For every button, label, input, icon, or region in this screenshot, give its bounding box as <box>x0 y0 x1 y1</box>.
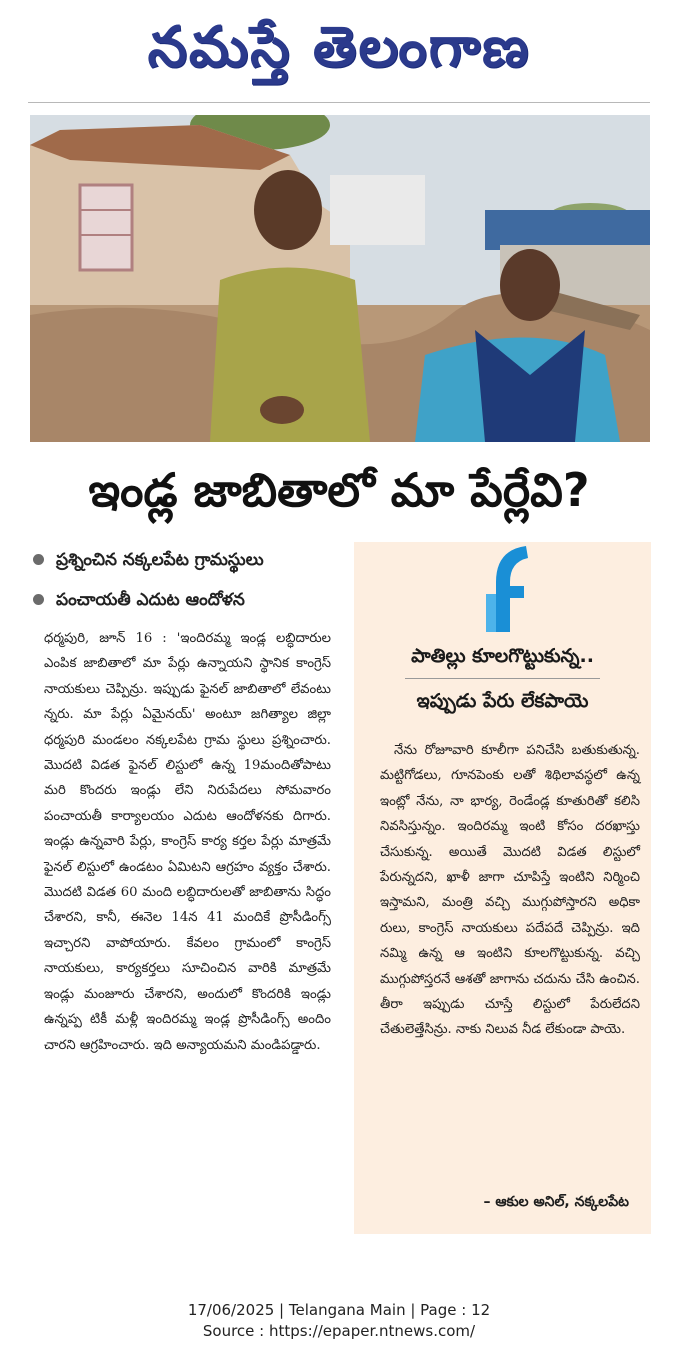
sidebar-box <box>354 542 651 1234</box>
subheading-item <box>30 540 350 580</box>
sidebar-quote: నేను రోజూవారి కూలీగా పనిచేసి బతుకుతున్న. మట్టిగోడలు, గూనపెంకు లతో శిథిలావస్థలో ఉన్న ఇంట్లో నేను, నా భార్య, రెండేండ్ల కూతురితో కలిసి నివసిస్తున్నం. ఇందిరమ్మ ఇంటి కోసం దరఖాస్తు చేసుకున్న. అయితే మొదటి విడత లిస్టులో పేరున్నదని, ఖాళీ జాగా చూపిస్తే ఇంటిని నిర్మించి ఇస్తామని, మంత్రి వచ్చి ముగ్గుపోస్తారని అధికా రులు, కాంగ్రెస్ నాయకులు పదేపదే చెప్పిన్రు. ఇది నమ్మి ఉన్న ఆ ఇంటిని కూలగొట్టుకున్న. వచ్చి ముగ్గుపోస్తరనే ఆశతో జాగాను చదును చేసి ఉంచిన. తీరా ఇప్పుడు చూస్తే లిస్టులో పేరులేదని చేతులెత్తేసిన్రు. నాకు నిలువ నీడ లేకుండా పాయె. <box>380 743 640 1038</box>
sidebar-heading-line2: ఇప్పుడు పేరు లేకపాయె <box>416 690 589 712</box>
subheading-item <box>30 580 350 620</box>
page-footer <box>0 1300 678 1342</box>
masthead-divider <box>28 102 650 103</box>
footer-date-edition: 17/06/2025 | Telangana Main | Page : 12 <box>187 1301 491 1319</box>
article-headline: ఇండ్ల జాబితాలో మా పేర్లేవి? <box>88 463 590 517</box>
news-photo <box>30 115 650 442</box>
masthead <box>0 0 678 100</box>
subheading-list <box>30 540 350 620</box>
subheading-text: పంచాయతీ ఎదుట ఆందోళన <box>56 590 245 610</box>
sidebar-heading <box>354 634 651 723</box>
footer-source: Source : https://epaper.ntnews.com/ <box>202 1322 476 1340</box>
bullet-icon <box>33 554 44 565</box>
f-logo-icon <box>476 542 532 632</box>
article-body: ధర్మపురి, జూన్ 16 : 'ఇందిరమ్మ ఇండ్ల లబ్ధిదారుల ఎంపిక జాబితాలో మా పేర్లు ఉన్నాయని స్థానిక కాంగ్రెస్ నాయకులు చెప్పిన్రు. ఇప్పుడు ఫైనల్ జాబితాలో లేవంటు న్నరు. మా పేర్లు ఏమైనయ్' అంటూ జగిత్యాల జిల్లా ధర్మపురి మండలం నక్కలపేట గ్రామ స్థులు ప్రశ్నించారు. మొదటి విడత ఫైనల్ లిస్టులో ఉన్న 19మందితోపాటు మరి కొందరు ఇండ్లు లేని నిరుపేదలు సోమవారం పంచాయతీ కార్యాలయం ఎదుట ఆందోళనకు దిగారు. ఇండ్లు ఉన్నవారి పేర్లు, కాంగ్రెస్ కార్య కర్తల పేర్లు మాత్రమే ఫైనల్ లిస్టులో ఉండటం ఏమిటని ఆగ్రహం వ్యక్తం చేశారు. మొదటి విడత 60 మంది లబ్ధిదారులతో జాబితాను సిద్ధం చేశారని, కానీ, ఈనెల 14న 41 మందికే ప్రొసీడింగ్స్ ఇచ్చారని వాపోయారు. కేవలం గ్రామంలో కాంగ్రెస్ నాయకులు, కార్యకర్తలు సూచించిన వారికి మాత్రమే ఇండ్లు మంజూరు చేశారని, అందులో కొందరికి ఇండ్లు ఉన్నప్ప టికీ మళ్లీ ఇందిరమ్మ ఇండ్ల ప్రొసీడింగ్స్ అందిం చారని ఆగ్రహించారు. ఇది అన్యాయమని మండిపడ్డారు. <box>44 631 331 1053</box>
quote-byline: – ఆకుల అనిల్, నక్కలపేట <box>483 1194 629 1210</box>
newspaper-title: నమస్తే తెలంగాణ <box>147 15 531 80</box>
subheading-text: ప్రశ్నించిన నక్కలపేట గ్రామస్థులు <box>56 550 264 570</box>
bullet-icon <box>33 594 44 605</box>
photo-illustration <box>30 115 650 442</box>
sidebar-heading-line1: పాతిల్లు కూలగొట్టుకున్న.. <box>405 634 600 679</box>
